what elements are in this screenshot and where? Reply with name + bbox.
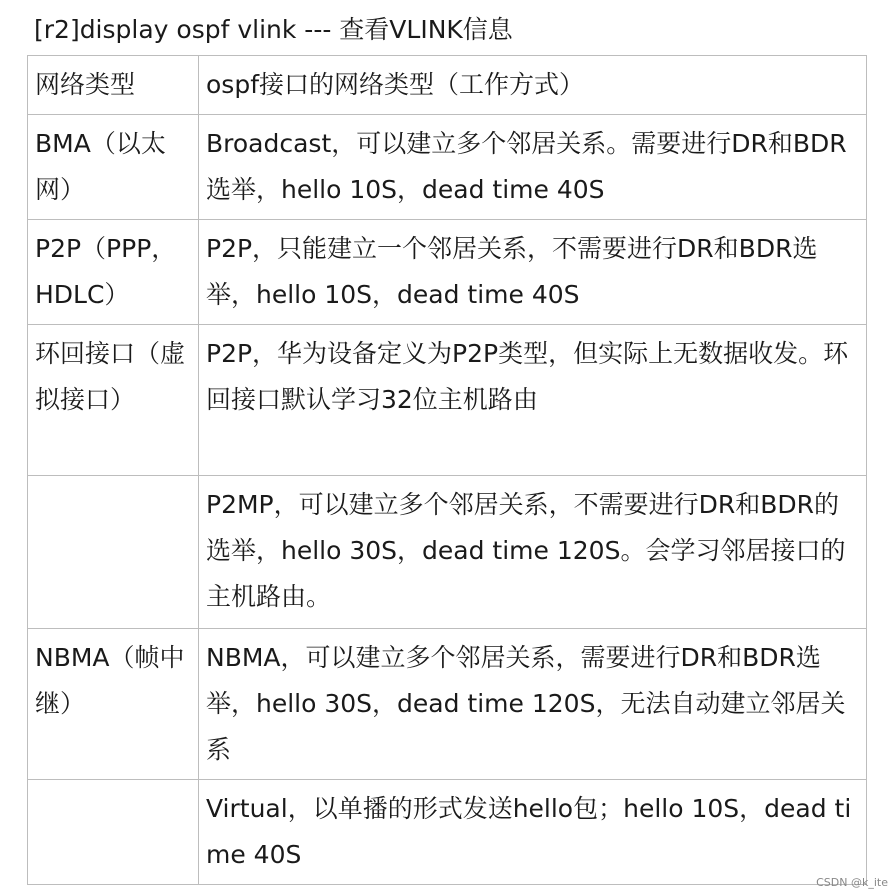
description-cell: Broadcast，可以建立多个邻居关系。需要进行DR和BDR选举，hello 10S，dead time 40S — [199, 115, 867, 220]
network-type-cell: 环回接口（虚拟接口） — [28, 325, 199, 476]
description-cell: ospf接口的网络类型（工作方式） — [199, 56, 867, 115]
network-type-cell: P2P（PPP，HDLC） — [28, 220, 199, 325]
table-row — [28, 476, 867, 629]
description-cell: P2P，华为设备定义为P2P类型，但实际上无数据收发。环回接口默认学习32位主机路由 — [199, 325, 867, 476]
table-row — [28, 325, 867, 476]
description-cell: P2MP，可以建立多个邻居关系，不需要进行DR和BDR的选举，hello 30S，dead time 120S。会学习邻居接口的主机路由。 — [199, 476, 867, 629]
watermark: CSDN @k_ite — [816, 876, 888, 889]
network-type-cell — [28, 476, 199, 629]
description-cell: Virtual，以单播的形式发送hello包；hello 10S，dead time 40S — [199, 780, 867, 885]
table-row — [28, 780, 867, 885]
table-row — [28, 115, 867, 220]
network-type-cell: 网络类型 — [28, 56, 199, 115]
page-heading: [r2]display ospf vlink --- 查看VLINK信息 — [34, 15, 513, 44]
network-type-cell: BMA（以太网） — [28, 115, 199, 220]
description-cell: P2P，只能建立一个邻居关系，不需要进行DR和BDR选举，hello 10S，dead time 40S — [199, 220, 867, 325]
table-row — [28, 220, 867, 325]
ospf-network-type-table — [27, 55, 867, 885]
table-row — [28, 629, 867, 780]
table-row — [28, 56, 867, 115]
network-type-cell: NBMA（帧中继） — [28, 629, 199, 780]
network-type-cell — [28, 780, 199, 885]
description-cell: NBMA，可以建立多个邻居关系，需要进行DR和BDR选举，hello 30S，dead time 120S，无法自动建立邻居关系 — [199, 629, 867, 780]
